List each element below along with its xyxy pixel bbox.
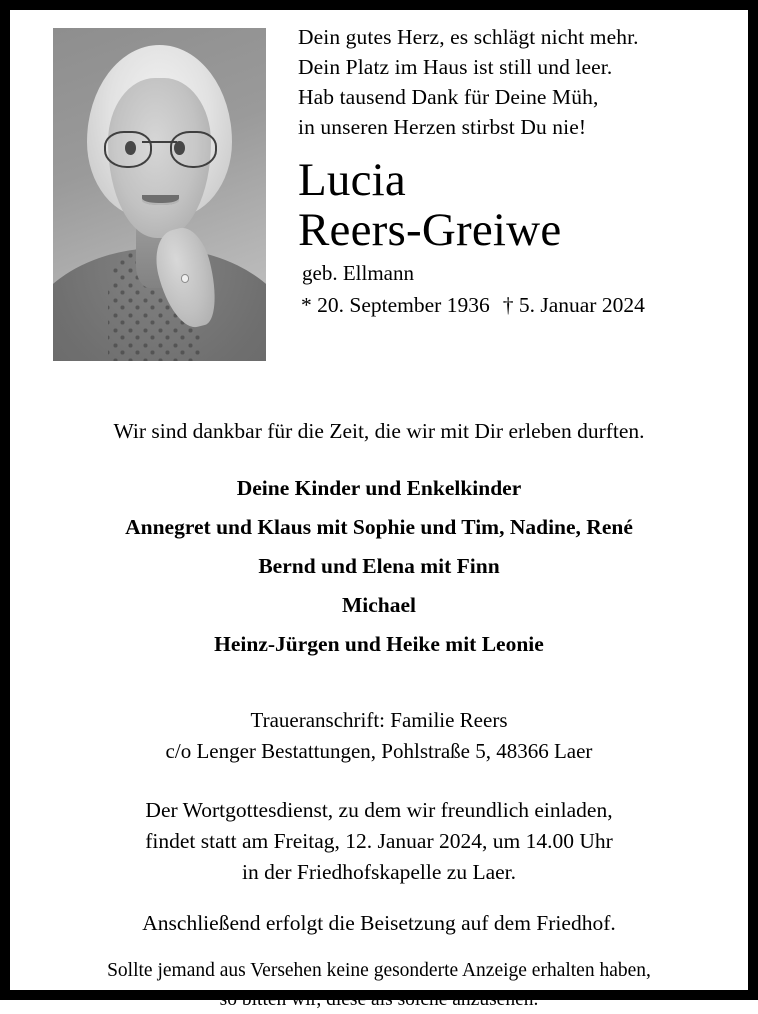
born-symbol: * xyxy=(301,293,312,317)
gratitude-text: Wir sind dankbar für die Zeit, die wir mit Dir erleben durften. xyxy=(113,419,645,443)
family-section xyxy=(10,469,748,664)
burial-section xyxy=(10,908,748,939)
memorial-verse xyxy=(298,22,730,142)
deceased-name-block xyxy=(298,155,730,319)
verse-line: Dein gutes Herz, es schlägt nicht mehr. xyxy=(298,25,639,49)
family-member-line: Bernd und Elena mit Finn xyxy=(258,554,500,578)
family-member-line: Michael xyxy=(341,593,417,617)
portrait-frame xyxy=(52,27,267,362)
deceased-first-name: Lucia xyxy=(298,154,406,206)
address-line: c/o Lenger Bestattungen, Pohlstraße 5, 48366 Laer xyxy=(165,739,593,763)
portrait-photo xyxy=(53,28,266,361)
service-line: Der Wortgottesdienst, zu dem wir freundlich einladen, xyxy=(145,798,613,822)
address-line: Traueranschrift: Familie Reers xyxy=(250,708,508,732)
burial-line: Anschließend erfolgt die Beisetzung auf dem Friedhof. xyxy=(142,911,616,935)
deceased-last-name: Reers-Greiwe xyxy=(298,204,562,256)
header-section xyxy=(10,10,748,362)
birth-date: 20. September 1936 xyxy=(317,293,490,317)
mourning-address-section xyxy=(10,705,748,767)
service-line: in der Friedhofskapelle zu Laer. xyxy=(241,860,517,884)
gratitude-section xyxy=(10,417,748,445)
portrait-lens-right xyxy=(170,131,217,168)
family-member-line: Annegret und Klaus mit Sophie und Tim, Nadine, René xyxy=(125,515,633,539)
deceased-maiden-name: geb. Ellmann xyxy=(302,261,414,285)
verse-line: Dein Platz im Haus ist still und leer. xyxy=(298,55,613,79)
portrait-glasses xyxy=(104,131,217,168)
service-line: findet statt am Freitag, 12. Januar 2024, um 14.00 Uhr xyxy=(145,829,613,853)
family-member-line: Heinz-Jürgen und Heike mit Leonie xyxy=(214,632,544,656)
family-heading: Deine Kinder und Enkelkinder xyxy=(236,476,522,500)
header-text-column xyxy=(298,22,730,319)
portrait-glasses-bridge xyxy=(142,141,176,143)
service-details-section xyxy=(10,795,748,888)
death-date: 5. Januar 2024 xyxy=(518,293,645,317)
verse-line: in unseren Herzen stirbst Du nie! xyxy=(298,115,587,139)
footnote-line: so bitten wir, diese als solche anzusehen. xyxy=(219,989,539,1010)
verse-line: Hab tausend Dank für Deine Müh, xyxy=(298,85,599,109)
portrait-lens-left xyxy=(104,131,151,168)
footnote-section xyxy=(10,956,748,1014)
deceased-dates xyxy=(298,291,730,319)
footnote-line: Sollte jemand aus Versehen keine gesonderte Anzeige erhalten haben, xyxy=(107,960,651,981)
portrait-mouth xyxy=(142,195,178,206)
notice-sheet xyxy=(10,10,748,1010)
died-symbol: † xyxy=(502,293,514,317)
